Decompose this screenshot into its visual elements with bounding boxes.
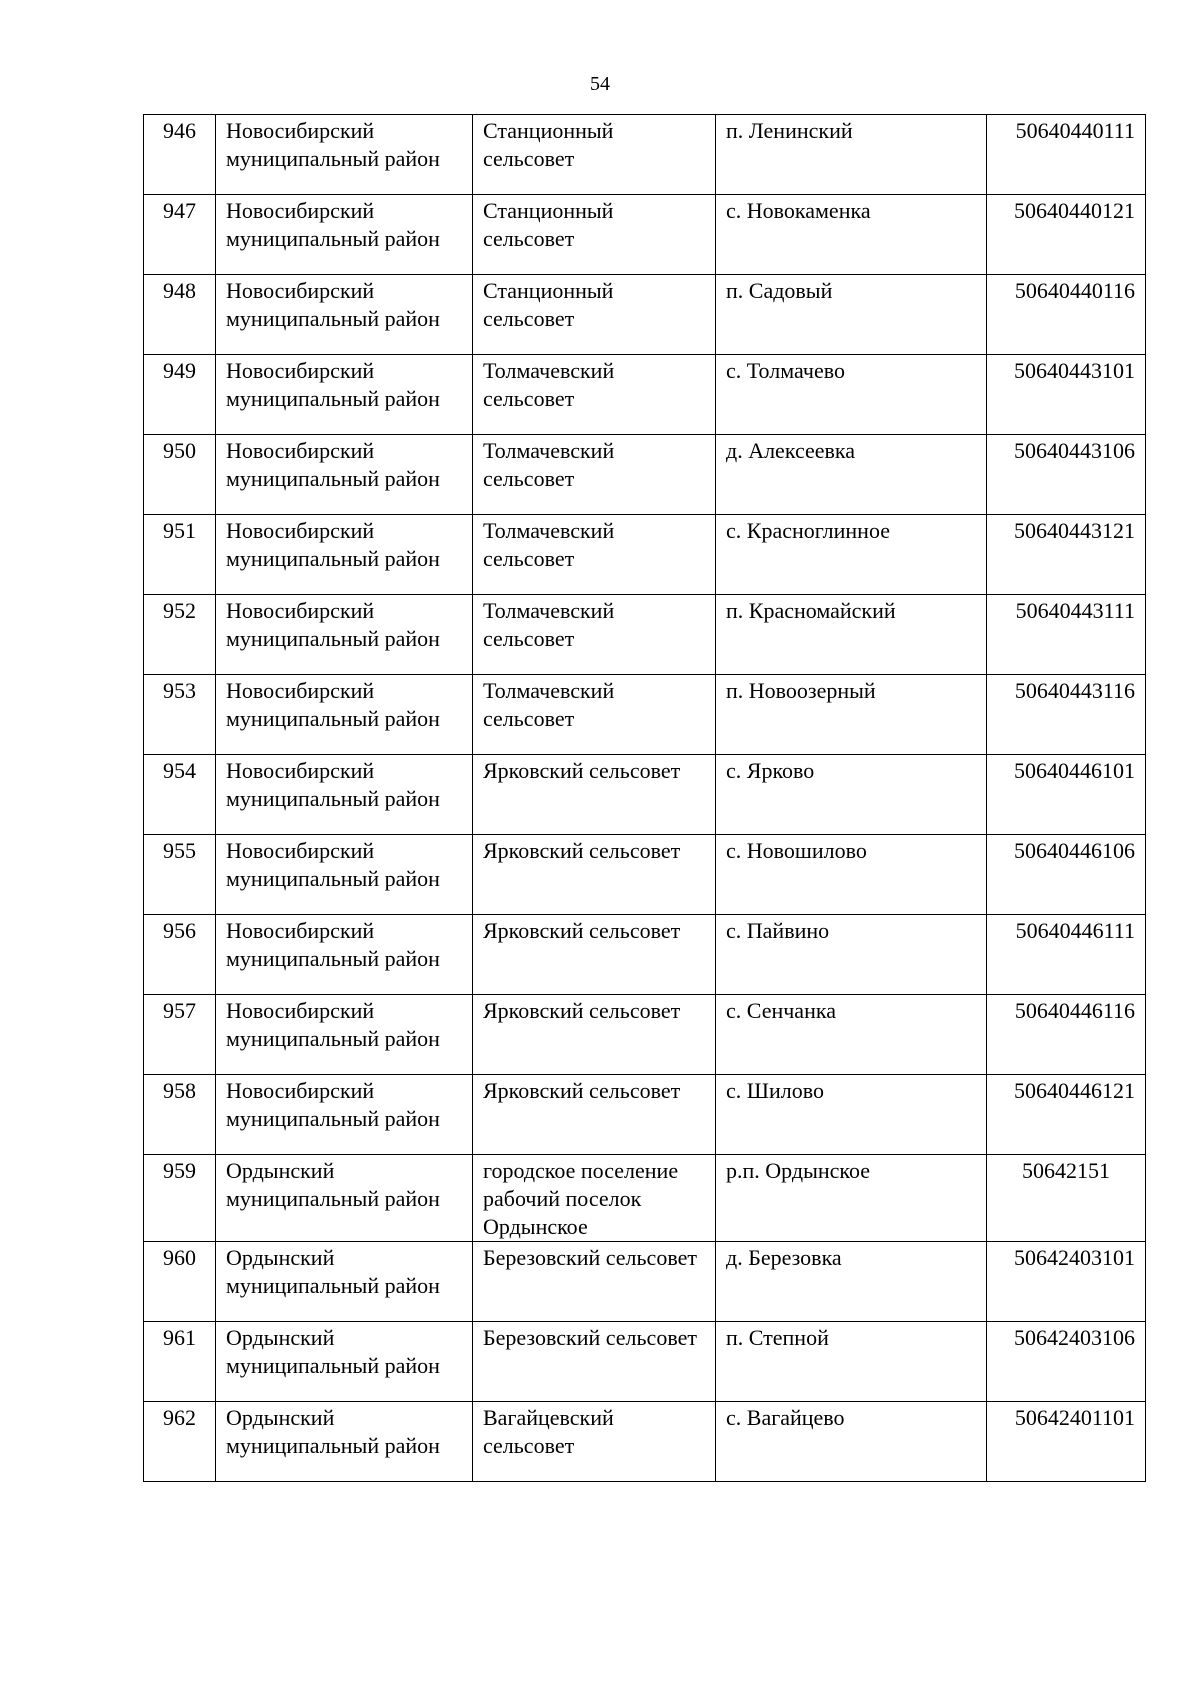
row-number-cell: 950 [144,435,216,515]
table-body [144,115,1146,1482]
council-cell: Толмачевский сельсовет [473,435,716,515]
oktmo-code-cell: 50642401101 [987,1402,1146,1482]
settlement-cell: с. Шилово [716,1075,987,1155]
council-cell: Толмачевский сельсовет [473,355,716,435]
row-number-cell: 953 [144,675,216,755]
district-cell: Ордынский муниципальный район [216,1402,473,1482]
oktmo-code-cell: 50642403106 [987,1322,1146,1402]
table-row [144,355,1146,435]
council-cell: Ярковский сельсовет [473,1075,716,1155]
page-number: 54 [590,73,610,95]
district-cell: Ордынский муниципальный район [216,1242,473,1322]
oktmo-code-cell: 50640440121 [987,195,1146,275]
oktmo-code-cell: 50640446101 [987,755,1146,835]
district-cell: Новосибирский муниципальный район [216,195,473,275]
district-cell: Новосибирский муниципальный район [216,595,473,675]
district-cell: Новосибирский муниципальный район [216,995,473,1075]
council-cell: Ярковский сельсовет [473,755,716,835]
oktmo-code-cell: 50640443111 [987,595,1146,675]
district-cell: Ордынский муниципальный район [216,1155,473,1242]
district-cell: Новосибирский муниципальный район [216,675,473,755]
table-row [144,595,1146,675]
council-cell: Ярковский сельсовет [473,915,716,995]
row-number-cell: 954 [144,755,216,835]
row-number-cell: 948 [144,275,216,355]
district-cell: Новосибирский муниципальный район [216,115,473,195]
settlement-cell: п. Ленинский [716,115,987,195]
oktmo-code-cell: 50640443101 [987,355,1146,435]
settlement-cell: п. Красномайский [716,595,987,675]
table-row [144,1402,1146,1482]
oktmo-code-cell: 50640443121 [987,515,1146,595]
oktmo-code-cell: 50642151 [987,1155,1146,1242]
council-cell: Станционный сельсовет [473,275,716,355]
oktmo-code-cell: 50640440116 [987,275,1146,355]
table-row [144,675,1146,755]
district-cell: Новосибирский муниципальный район [216,515,473,595]
council-cell: Толмачевский сельсовет [473,675,716,755]
settlement-cell: п. Садовый [716,275,987,355]
district-cell: Новосибирский муниципальный район [216,755,473,835]
settlement-cell: с. Новошилово [716,835,987,915]
settlement-cell: р.п. Ордынское [716,1155,987,1242]
council-cell: Вагайцевский сельсовет [473,1402,716,1482]
oktmo-code-cell: 50640446116 [987,995,1146,1075]
row-number-cell: 956 [144,915,216,995]
row-number-cell: 957 [144,995,216,1075]
table-row [144,755,1146,835]
council-cell: Станционный сельсовет [473,195,716,275]
oktmo-code-cell: 50640446111 [987,915,1146,995]
oktmo-code-cell: 50640443116 [987,675,1146,755]
settlement-cell: п. Степной [716,1322,987,1402]
oktmo-code-cell: 50640443106 [987,435,1146,515]
district-cell: Новосибирский муниципальный район [216,835,473,915]
row-number-cell: 947 [144,195,216,275]
table-row [144,1155,1146,1242]
table-row [144,435,1146,515]
district-cell: Новосибирский муниципальный район [216,275,473,355]
settlements-table [143,114,1146,1482]
row-number-cell: 946 [144,115,216,195]
council-cell: Ярковский сельсовет [473,835,716,915]
table-row [144,115,1146,195]
district-cell: Новосибирский муниципальный район [216,1075,473,1155]
district-cell: Новосибирский муниципальный район [216,355,473,435]
settlement-cell: с. Сенчанка [716,995,987,1075]
settlement-cell: с. Ярково [716,755,987,835]
table-row [144,195,1146,275]
row-number-cell: 959 [144,1155,216,1242]
settlement-cell: с. Новокаменка [716,195,987,275]
oktmo-code-cell: 50642403101 [987,1242,1146,1322]
row-number-cell: 958 [144,1075,216,1155]
settlement-cell: д. Алексеевка [716,435,987,515]
oktmo-code-cell: 50640440111 [987,115,1146,195]
table-row [144,915,1146,995]
council-cell: Березовский сельсовет [473,1322,716,1402]
row-number-cell: 960 [144,1242,216,1322]
district-cell: Ордынский муниципальный район [216,1322,473,1402]
row-number-cell: 955 [144,835,216,915]
council-cell: Березовский сельсовет [473,1242,716,1322]
table-row [144,1322,1146,1402]
table-row [144,995,1146,1075]
settlement-cell: с. Красноглинное [716,515,987,595]
table-row [144,1075,1146,1155]
table-row [144,835,1146,915]
settlement-cell: с. Толмачево [716,355,987,435]
council-cell: Толмачевский сельсовет [473,515,716,595]
oktmo-code-cell: 50640446121 [987,1075,1146,1155]
row-number-cell: 961 [144,1322,216,1402]
table-row [144,275,1146,355]
row-number-cell: 949 [144,355,216,435]
row-number-cell: 952 [144,595,216,675]
district-cell: Новосибирский муниципальный район [216,435,473,515]
row-number-cell: 962 [144,1402,216,1482]
council-cell: Станционный сельсовет [473,115,716,195]
settlement-cell: п. Новоозерный [716,675,987,755]
oktmo-code-cell: 50640446106 [987,835,1146,915]
settlement-cell: с. Вагайцево [716,1402,987,1482]
table-row [144,515,1146,595]
row-number-cell: 951 [144,515,216,595]
council-cell: Толмачевский сельсовет [473,595,716,675]
council-cell: городское поселение рабочий поселок Ордынское [473,1155,716,1242]
table-row [144,1242,1146,1322]
council-cell: Ярковский сельсовет [473,995,716,1075]
district-cell: Новосибирский муниципальный район [216,915,473,995]
settlement-cell: д. Березовка [716,1242,987,1322]
settlement-cell: с. Пайвино [716,915,987,995]
